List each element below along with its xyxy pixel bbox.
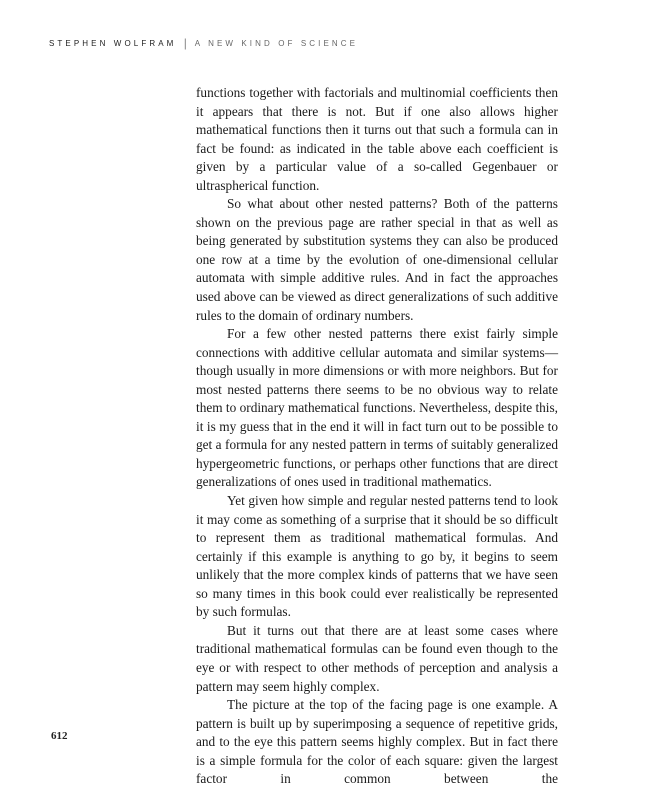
paragraph: For a few other nested patterns there exist fairly simple connections with additive cellular automata and similar systems—though usually in more dimensions or with more neighbors. But for most nested patterns there seems to be no obvious way to relate them to ordinary mathematical functions. Nevertheless, despite this, it is my guess that in the end it will in fact turn out to be possible to get a formula for any nested pattern in terms of suitably generalized hypergeometric functions, or perhaps other functions that are direct generalizations of ones used in traditional mathematics. bbox=[196, 326, 558, 490]
paragraph: But it turns out that there are at least some cases where traditional mathematical formulas can be found even though to the eye or with respect to other methods of perception and analysis a pattern may seem highly complex. bbox=[196, 622, 558, 694]
body-text bbox=[196, 84, 558, 789]
header-separator: | bbox=[183, 36, 187, 50]
paragraph: So what about other nested patterns? Both of the patterns shown on the previous page are rather special in that as well as being generated by substitution systems they can also be produced one row at a time by the evolution of one-dimensional cellular automata with simple additive rules. And in fact the approaches used above can be viewed as direct generalizations of such additive rules to the domain of ordinary numbers. bbox=[196, 196, 558, 323]
running-header bbox=[49, 37, 358, 50]
header-book-title: A NEW KIND OF SCIENCE bbox=[194, 39, 359, 48]
paragraph: The picture at the top of the facing page is one example. A pattern is built up by superimposing a sequence of repetitive grids, and to the eye this pattern seems highly complex. But in fact there is a simple formula for the color of each square: given the largest factor in common between the bbox=[196, 697, 558, 787]
paragraph: functions together with factorials and multinomial coefficients then it appears that there is not. But if one also allows higher mathematical functions then it turns out that such a formula can in fact be found: as indicated in the table above each coefficient is given by a particular value of a so-called Gegenbauer or ultraspherical function. bbox=[196, 85, 558, 193]
page-number: 612 bbox=[51, 730, 68, 742]
header-author: STEPHEN WOLFRAM bbox=[49, 39, 177, 48]
paragraph: Yet given how simple and regular nested patterns tend to look it may come as something of a surprise that it should be so difficult to represent them as traditional mathematical formulas. And certainly if this example is anything to go by, it begins to seem unlikely that the more complex kinds of patterns that we have seen so many times in this book could ever realistically be represented by such formulas. bbox=[196, 493, 558, 620]
